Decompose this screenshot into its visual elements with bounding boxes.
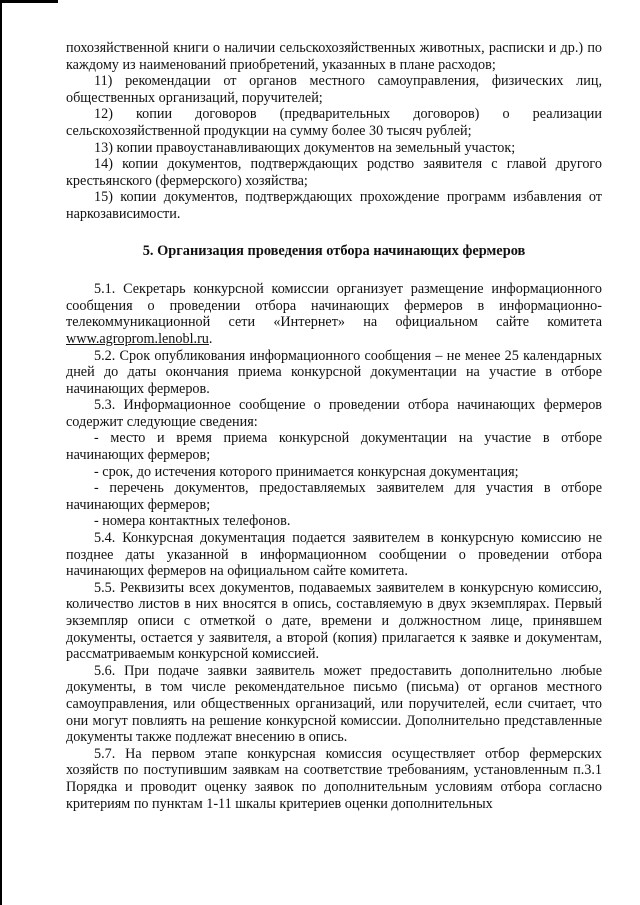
bullet-deadline: - срок, до истечения которого принимается конкурсная документация; [94,463,519,480]
bullet-phone-numbers: - номера контактных телефонов. [94,513,291,530]
paragraph-5-1-text: 5.1. Секретарь конкурсной комиссии организует размещение информационного сообщения о проведении отбора начинающих фермеров в информационно-телекоммуникационной сети «Интернет» на официальном сайте комитета [66,281,602,331]
bullet-document-list: - перечень документов, предоставляемых заявителем для участия в отборе начинающих фермеров; [66,480,602,513]
paragraph-5-6: 5.6. При подаче заявки заявитель может предоставить дополнительно любые документы, в том числе рекомендательное письмо (письма) от органов местного самоуправления, или общественных организаций, или поручителей, если считает, что они могут повлиять на решение конкурсной комиссии. Дополнительно представленные документы также подлежат внесению в опись. [66,662,602,746]
paragraph-5-5: 5.5. Реквизиты всех документов, подаваемых заявителем в конкурсную комиссию, количество листов в них вносятся в опись, составляемую в двух экземплярах. Первый экземпляр описи с отметкой о дате, времени и должностном лице, принявшем документы, остается у заявителя, а второй (копия) прилагается к заявке и документам, рассматриваемым конкурсной комиссией. [66,579,602,663]
list-item-12: 12) копии договоров (предварительных договоров) о реализации сельскохозяйственной продукции на сумму более 30 тысяч рублей; [66,106,602,139]
paragraph-continuation: похозяйственной книги о наличии сельскохозяйственных животных, расписки и др.) по каждому из наименований приобретений, указанных в плане расходов; [66,40,602,73]
list-item-11: 11) рекомендации от органов местного самоуправления, физических лиц, общественных организаций, поручителей; [66,73,602,106]
document-text [66,40,602,812]
paragraph-5-1 [66,281,602,347]
list-item-15: 15) копии документов, подтверждающих прохождение программ избавления от наркозависимости. [66,189,602,222]
bullet-place-time: - место и время приема конкурсной документации на участие в отборе начинающих фермеров; [66,430,602,464]
paragraph-5-1-end: . [208,330,213,347]
paragraph-5-7: 5.7. На первом этапе конкурсная комиссия осуществляет отбор фермерских хозяйств по поступившим заявкам на соответствие требованиям, установленным п.3.1 Порядка и проводит оценку заявок по дополнительным условиям отбора согласно критериям по пунктам 1-11 шкалы критериев оценки дополнительных [66,745,602,812]
section-heading: 5. Организация проведения отбора начинающих фермеров [142,242,526,259]
list-item-14: 14) копии документов, подтверждающих родство заявителя с главой другого крестьянского (фермерского) хозяйства; [66,156,602,189]
website-link[interactable]: www.agroprom.lenobl.ru [66,330,209,347]
paragraph-5-2: 5.2. Срок опубликования информационного сообщения – не менее 25 календарных дней до даты окончания приема конкурсной документации на участие в отборе начинающих фермеров. [66,347,602,397]
scan-edge-line [0,0,2,905]
scan-mark [0,0,58,3]
list-item-13: 13) копии правоустанавливающих документов на земельный участок; [94,139,516,156]
paragraph-5-3: 5.3. Информационное сообщение о проведении отбора начинающих фермеров содержит следующие сведения: [66,397,602,430]
paragraph-5-4: 5.4. Конкурсная документация подается заявителем в конкурсную комиссию не позднее даты указанной в информационном сообщении о проведении отбора начинающих фермеров на официальном сайте комитета. [66,530,602,580]
